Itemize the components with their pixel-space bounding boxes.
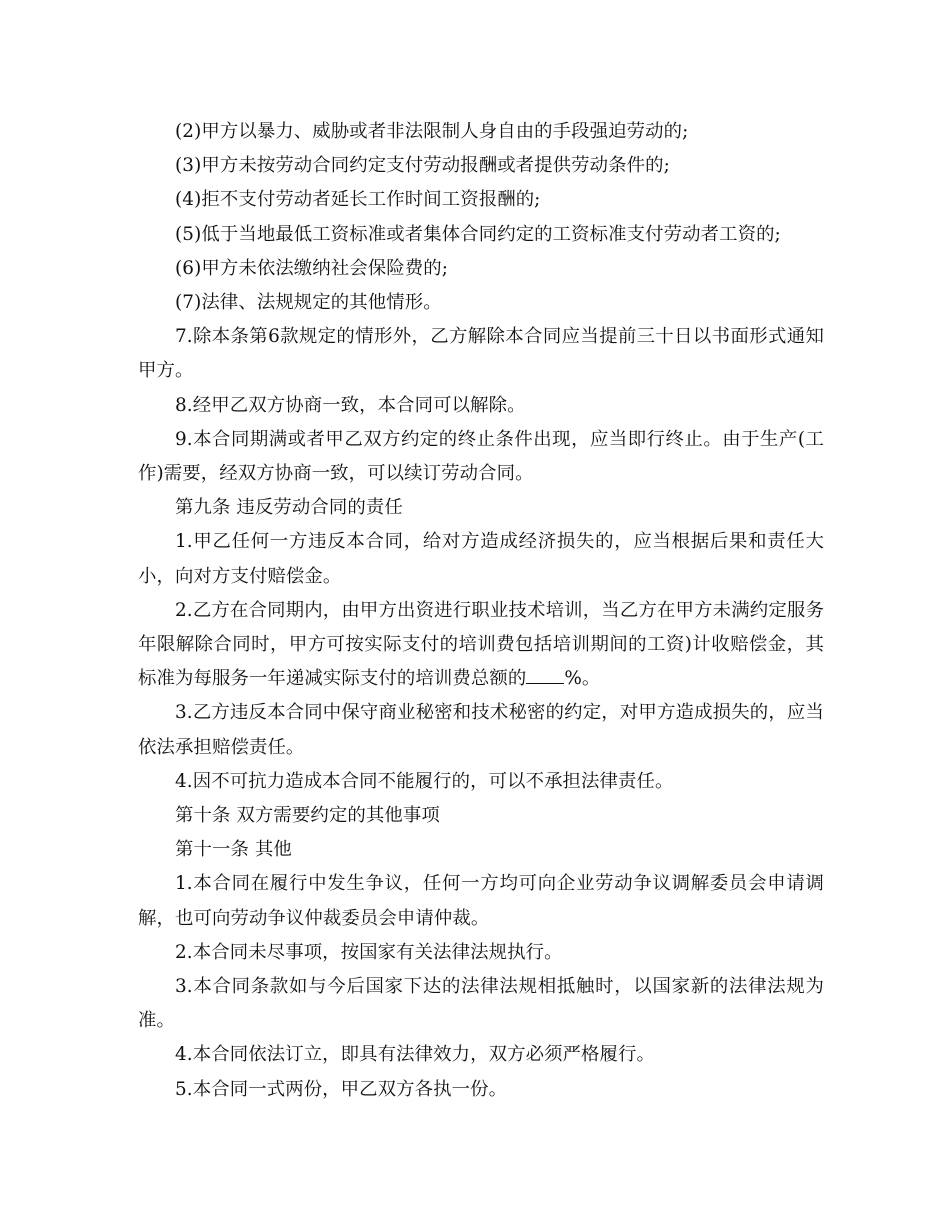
article-9-paragraph-3: 3.乙方违反本合同中保守商业秘密和技术秘密的约定，对甲方造成损失的，应当依法承担赔偿责任。 [138,702,824,758]
article-11-paragraph-3: 3.本合同条款如与今后国家下达的法律法规相抵触时，以国家新的法律法规为准。 [138,976,824,1032]
clause-item-3: (3)甲方未按劳动合同约定支付劳动报酬或者提供劳动条件的; [175,155,670,177]
article-11-paragraph-5: 5.本合同一式两份，甲乙双方各执一份。 [175,1078,508,1100]
article-9-paragraph-2 [138,594,824,697]
article-9-paragraph-1: 1.甲乙任何一方违反本合同，给对方造成经济损失的，应当根据后果和责任大小，向对方支付赔偿金。 [138,531,824,587]
clause-item-7: (7)法律、法规规定的其他情形。 [175,292,442,314]
document-body [138,115,824,1107]
clause-paragraph-7: 7.除本条第6款规定的情形外，乙方解除本合同应当提前三十日以书面形式通知甲方。 [138,326,824,382]
article-10-heading: 第十条 双方需要约定的其他事项 [175,805,440,827]
article-11-paragraph-1: 1.本合同在履行中发生争议，任何一方均可向企业劳动争议调解委员会申请调解，也可向劳动争议仲裁委员会申请仲裁。 [138,873,824,929]
article-11-paragraph-2: 2.本合同未尽事项，按国家有关法律法规执行。 [175,941,563,963]
fill-in-blank [526,665,564,684]
article-9-paragraph-4: 4.因不可抗力造成本合同不能履行的，可以不承担法律责任。 [175,770,674,792]
clause-item-4: (4)拒不支付劳动者延长工作时间工资报酬的; [175,189,541,211]
article-9-heading: 第九条 违反劳动合同的责任 [175,497,403,519]
article-9-paragraph-2-text: 2.乙方在合同期内，由甲方出资进行职业技术培训，当乙方在甲方未满约定服务年限解除合同时，甲方可按实际支付的培训费包括培训期间的工资)计收赔偿金，其标准为每服务一年递减实际支付的培训费总额的 [138,599,824,690]
clause-item-2: (2)甲方以暴力、威胁或者非法限制人身自由的手段强迫劳动的; [175,121,689,142]
clause-paragraph-9: 9.本合同期满或者甲乙双方约定的终止条件出现，应当即行终止。由于生产(工作)需要，经双方协商一致，可以续订劳动合同。 [138,428,824,485]
clause-paragraph-8: 8.经甲乙双方协商一致，本合同可以解除。 [175,394,526,416]
clause-item-5: (5)低于当地最低工资标准或者集体合同约定的工资标准支付劳动者工资的; [175,223,781,245]
article-11-heading: 第十一条 其他 [175,839,292,861]
article-11-paragraph-4: 4.本合同依法订立，即具有法律效力，双方必须严格履行。 [175,1044,656,1066]
article-9-paragraph-2-suffix: %。 [564,668,601,690]
clause-item-6: (6)甲方未依法缴纳社会保险费的; [175,257,449,279]
